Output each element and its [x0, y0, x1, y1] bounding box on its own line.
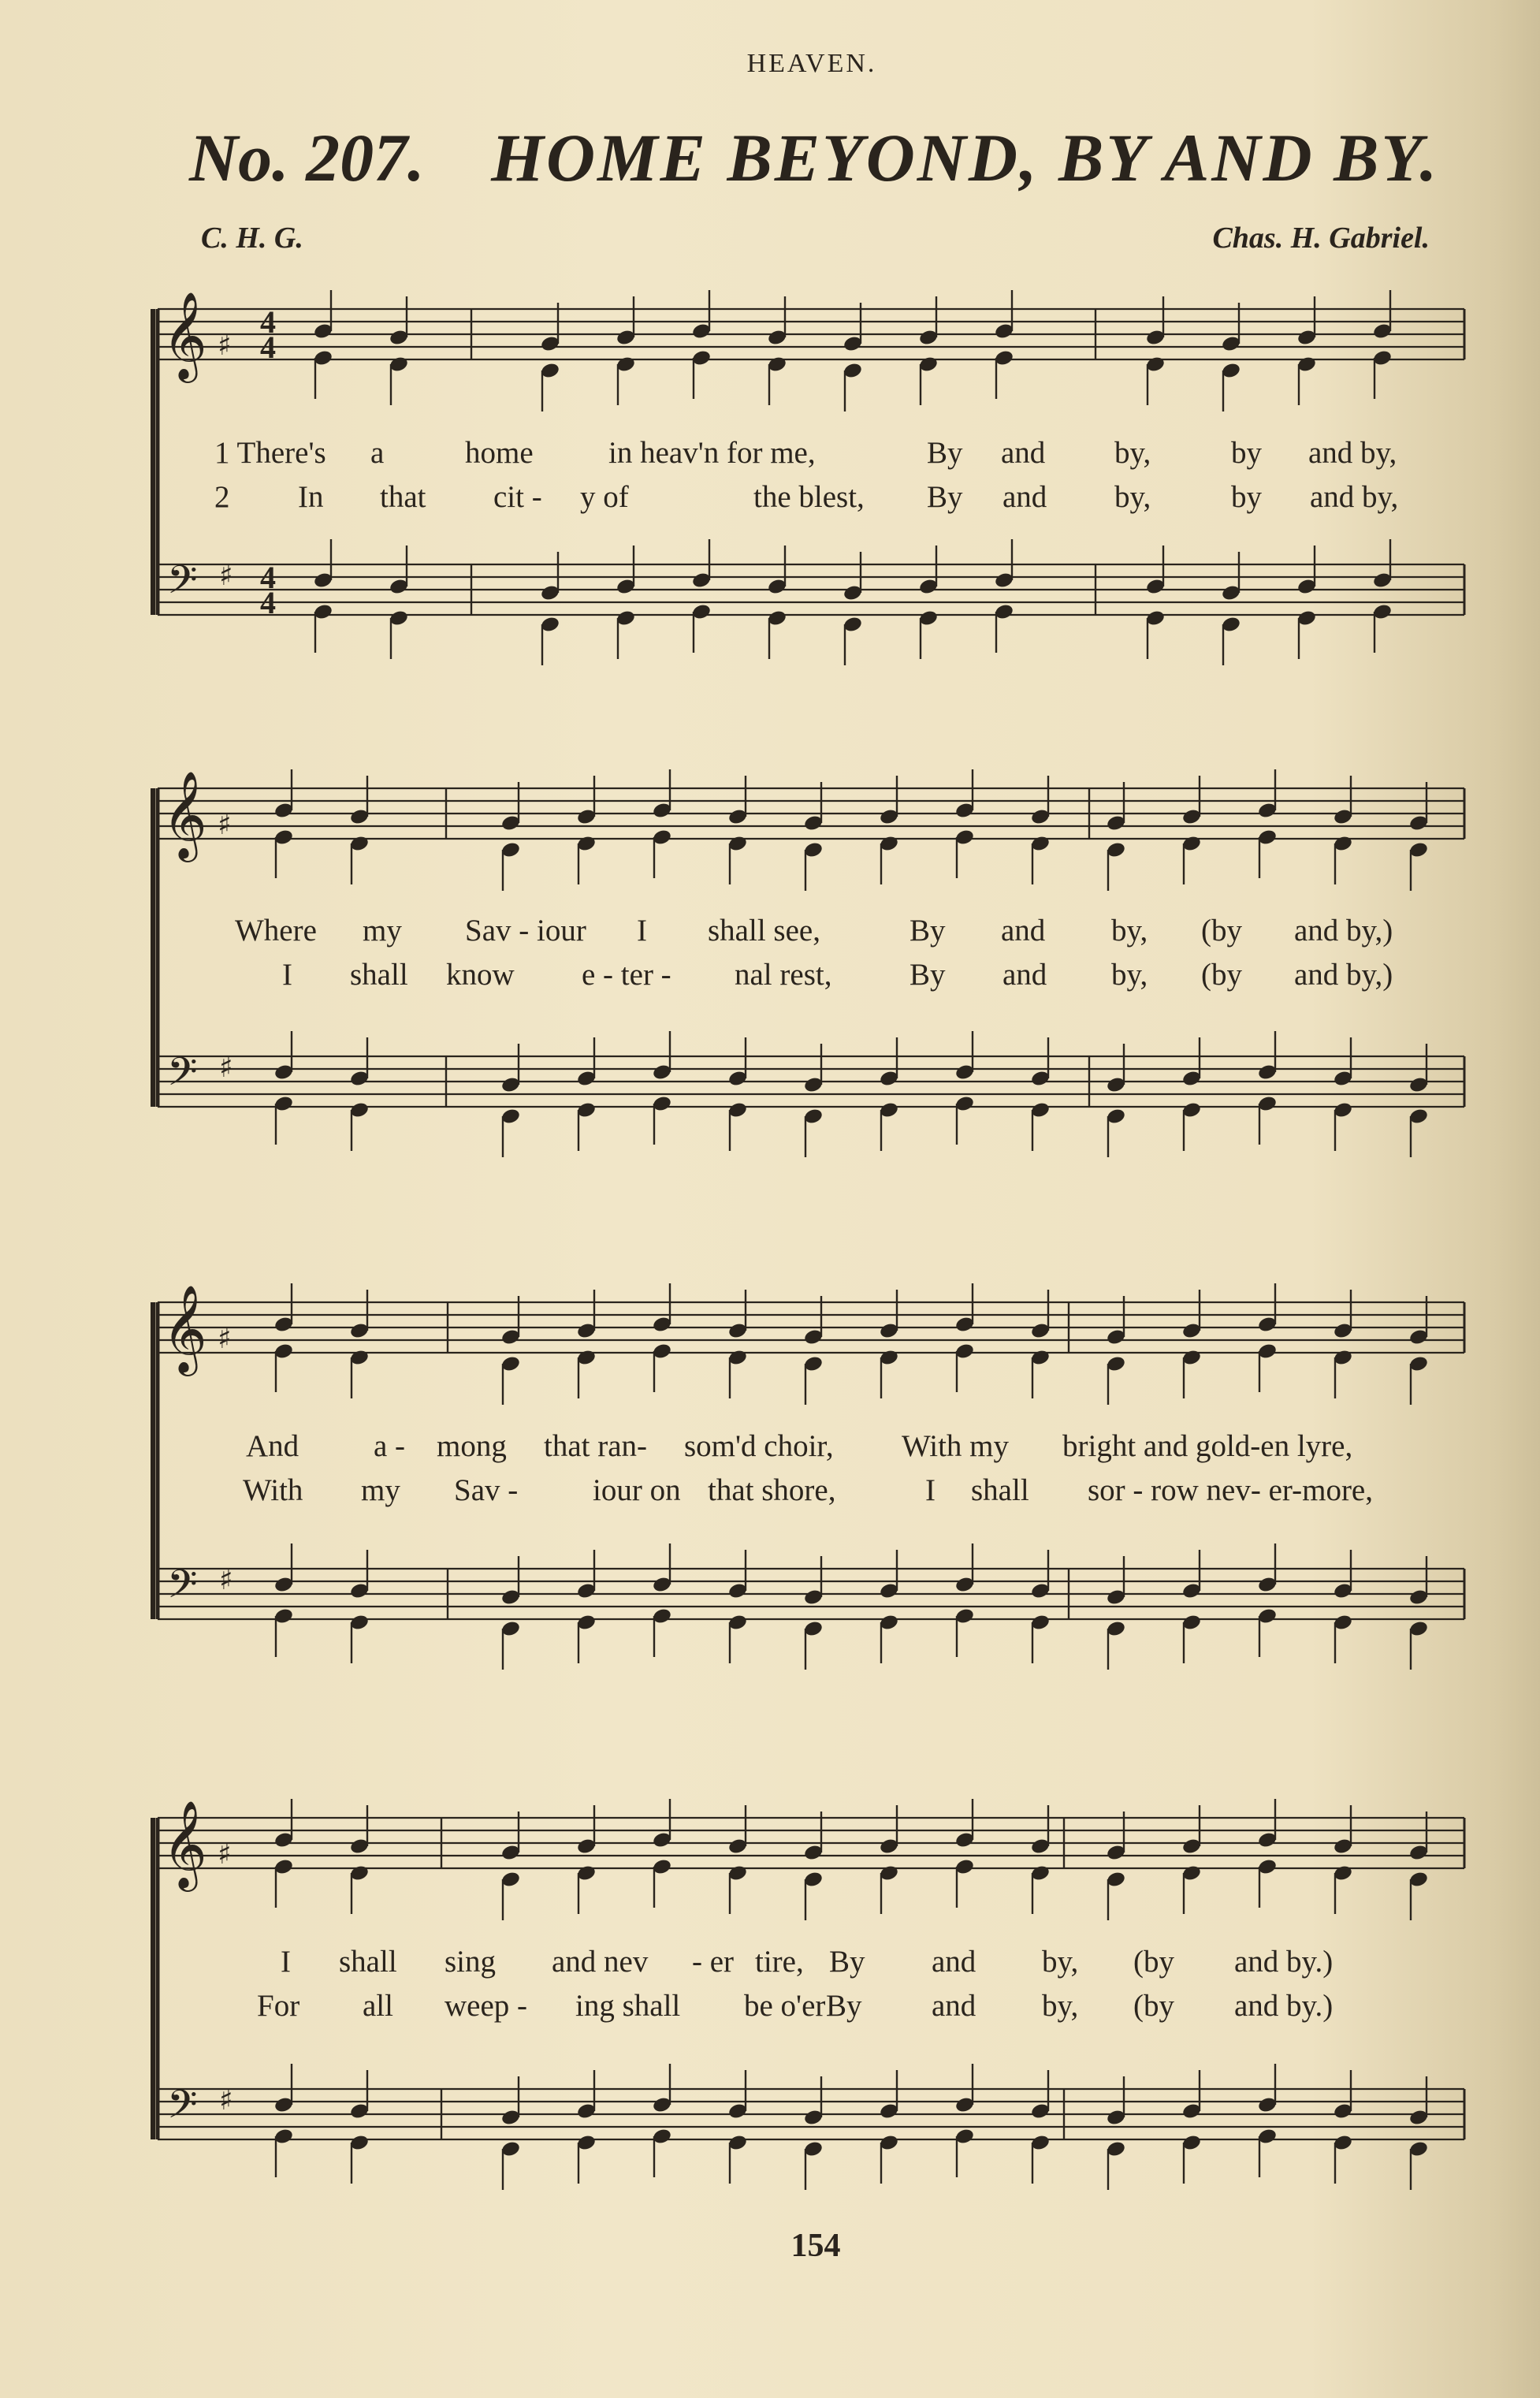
lyric-syllable: Sav -: [454, 1473, 519, 1507]
key-sharp-icon: ♯: [218, 1323, 232, 1355]
lyric-syllable: By: [927, 480, 963, 514]
lyric-syllable: I: [282, 958, 292, 992]
lyric-syllable: ing shall: [575, 1989, 681, 2023]
treble-clef-icon: 𝄞: [162, 1800, 207, 1888]
hymn-number: No. 207.: [189, 120, 425, 195]
lyric-syllable: that: [380, 480, 426, 514]
lyric-syllable: and by.): [1234, 1989, 1334, 2023]
treble-clef-icon: 𝄞: [162, 291, 207, 379]
lyric-syllable: by,: [1042, 1989, 1079, 2023]
lyric-syllable: that shore,: [708, 1473, 836, 1507]
bass-clef-icon: 𝄢: [167, 557, 198, 613]
lyric-syllable: By: [909, 914, 946, 948]
lyric-syllable: my: [363, 914, 402, 948]
lyric-syllable: 2: [214, 480, 230, 514]
lyric-syllable: mong: [437, 1429, 507, 1463]
lyric-syllable: sor - row nev- er-more,: [1088, 1473, 1373, 1507]
key-sharp-icon: ♯: [219, 2084, 233, 2117]
bass-clef-icon: 𝄢: [167, 1049, 198, 1104]
lyric-syllable: Sav - iour: [465, 914, 586, 948]
time-signature-bottom: 4: [260, 585, 276, 620]
lyric-syllable: a -: [374, 1429, 406, 1463]
key-sharp-icon: ♯: [218, 809, 232, 841]
lyric-syllable: I: [281, 1945, 291, 1979]
lyric-syllable: shall: [339, 1945, 397, 1979]
lyric-syllable: (by: [1133, 1989, 1174, 2023]
lyric-syllable: (by: [1201, 958, 1242, 992]
words-credit: C. H. G.: [201, 222, 303, 255]
lyric-syllable: shall: [350, 958, 408, 992]
lyric-syllable: all: [363, 1989, 393, 2023]
key-sharp-icon: ♯: [219, 560, 233, 592]
lyric-syllable: bright and gold-en lyre,: [1062, 1429, 1353, 1463]
lyric-syllable: By: [829, 1945, 865, 1979]
lyric-syllable: and by.): [1234, 1945, 1334, 1979]
lyric-syllable: by,: [1111, 958, 1148, 992]
lyric-syllable: and: [932, 1945, 976, 1979]
lyric-syllable: - er: [692, 1945, 735, 1979]
lyric-syllable: tire,: [755, 1945, 804, 1979]
lyric-syllable: som'd choir,: [684, 1429, 834, 1463]
lyric-syllable: that ran-: [544, 1429, 648, 1463]
treble-clef-icon: 𝄞: [162, 1284, 207, 1372]
lyric-syllable: I: [925, 1473, 936, 1507]
lyric-syllable: and nev: [552, 1945, 649, 1979]
lyric-syllable: By: [927, 436, 963, 470]
lyric-syllable: in heav'n for me,: [608, 436, 816, 470]
lyric-syllable: With my: [902, 1429, 1010, 1463]
lyric-syllable: By: [826, 1989, 862, 2023]
lyric-syllable: (by: [1133, 1945, 1174, 1979]
lyric-syllable: and by,): [1294, 914, 1393, 948]
lyric-syllable: and: [1002, 480, 1047, 514]
key-sharp-icon: ♯: [218, 330, 232, 362]
lyric-syllable: I: [637, 914, 647, 948]
lyric-syllable: weep -: [445, 1989, 528, 2023]
lyric-syllable: by: [1231, 436, 1262, 470]
lyric-syllable: and: [932, 1989, 976, 2023]
lyric-syllable: By: [909, 958, 946, 992]
key-sharp-icon: ♯: [219, 1052, 233, 1084]
time-signature-top: 4: [260, 560, 276, 595]
hymn-title: HOME BEYOND, BY AND BY.: [491, 120, 1440, 195]
lyric-syllable: know: [446, 958, 515, 992]
lyric-syllable: Where: [235, 914, 317, 948]
lyric-syllable: by,: [1111, 914, 1148, 948]
lyric-syllable: by: [1231, 480, 1262, 514]
treble-clef-icon: 𝄞: [162, 770, 207, 858]
lyric-syllable: e - ter -: [582, 958, 671, 992]
bass-clef-icon: 𝄢: [167, 1562, 198, 1617]
page-number: 154: [790, 2228, 841, 2264]
key-sharp-icon: ♯: [218, 1838, 232, 1871]
lyric-syllable: and by,: [1310, 480, 1399, 514]
lyric-syllable: by,: [1114, 480, 1151, 514]
lyric-syllable: iour on: [593, 1473, 681, 1507]
lyric-syllable: my: [361, 1473, 400, 1507]
lyric-syllable: shall: [971, 1473, 1029, 1507]
lyric-syllable: be o'er: [744, 1989, 826, 2023]
lyric-syllable: and by,: [1308, 436, 1397, 470]
key-sharp-icon: ♯: [219, 1564, 233, 1596]
lyric-syllable: home: [465, 436, 534, 470]
lyric-syllable: cit -: [493, 480, 542, 514]
running-head: HEAVEN.: [746, 49, 877, 78]
lyric-syllable: In: [298, 480, 324, 514]
lyric-syllable: With: [243, 1473, 303, 1507]
lyric-syllable: and: [1001, 914, 1046, 948]
lyric-syllable: sing: [445, 1945, 497, 1979]
lyric-syllable: (by: [1201, 914, 1242, 948]
lyric-syllable: by,: [1042, 1945, 1079, 1979]
lyric-syllable: and by,): [1294, 958, 1393, 992]
lyric-syllable: For: [257, 1989, 300, 2023]
music-credit: Chas. H. Gabriel.: [1212, 222, 1430, 255]
time-signature-top: 4: [260, 304, 276, 340]
lyric-syllable: nal rest,: [735, 958, 832, 992]
lyric-syllable: the blest,: [753, 480, 865, 514]
lyric-syllable: and: [1001, 436, 1046, 470]
bass-clef-icon: 𝄢: [167, 2082, 198, 2137]
time-signature-bottom: 4: [260, 330, 276, 365]
lyric-syllable: a: [370, 436, 385, 470]
lyric-syllable: y of: [580, 480, 629, 514]
lyric-syllable: and: [1002, 958, 1047, 992]
lyric-syllable: by,: [1114, 436, 1151, 470]
lyric-syllable: And: [246, 1429, 299, 1463]
lyric-syllable: shall see,: [708, 914, 820, 948]
lyric-syllable: 1 There's: [214, 436, 326, 470]
